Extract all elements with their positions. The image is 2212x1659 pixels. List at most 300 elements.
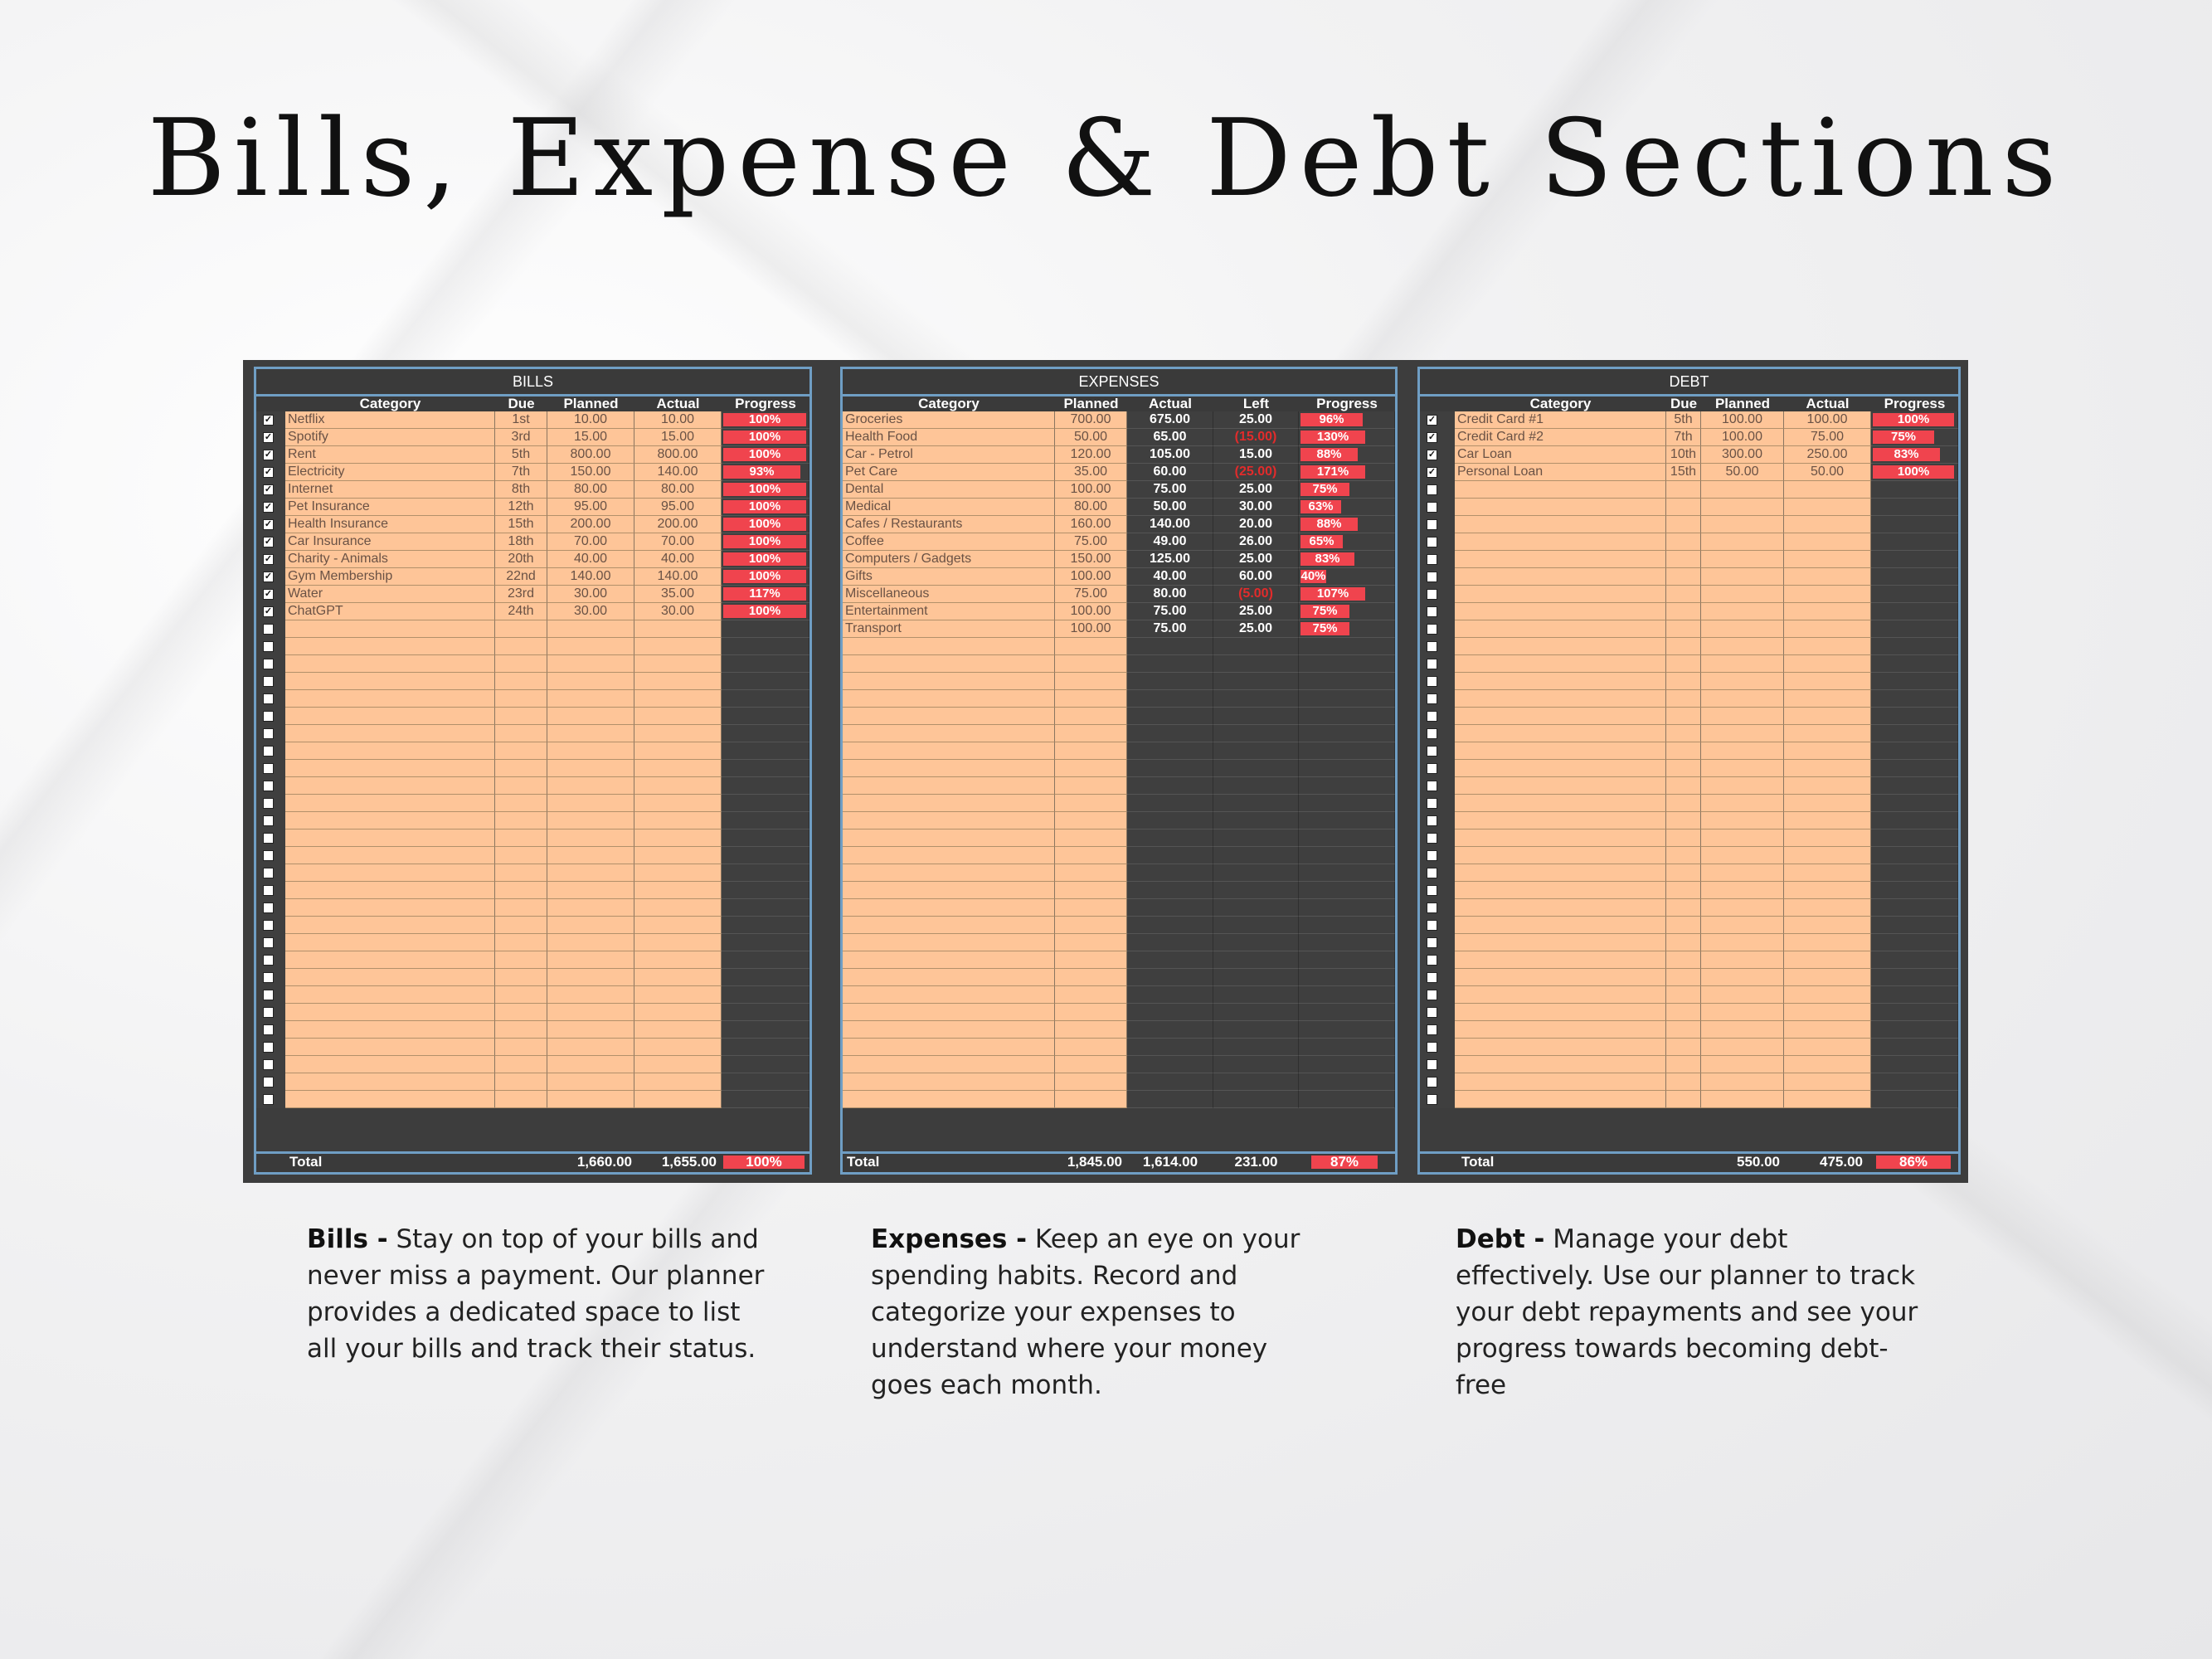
checkbox[interactable] xyxy=(263,1059,274,1070)
checkbox[interactable] xyxy=(1427,537,1437,547)
progress-cell xyxy=(1299,655,1395,673)
progress-bar: 100% xyxy=(1873,465,1954,479)
planned-cell xyxy=(1055,690,1127,708)
checkbox[interactable] xyxy=(263,937,274,948)
actual-cell xyxy=(1784,795,1871,812)
checkbox[interactable] xyxy=(263,955,274,966)
planned-cell xyxy=(1701,1073,1784,1091)
table-row xyxy=(1420,708,1958,725)
due-cell xyxy=(1666,986,1701,1004)
due-cell xyxy=(1666,603,1701,620)
category-cell xyxy=(843,934,1055,951)
category-cell xyxy=(843,1091,1055,1108)
checkbox[interactable] xyxy=(1427,1094,1437,1105)
due-cell xyxy=(1666,847,1701,864)
actual-cell xyxy=(634,708,722,725)
checkbox[interactable]: ✓ xyxy=(264,432,273,442)
planned-cell xyxy=(1701,1021,1784,1039)
checkbox[interactable] xyxy=(263,972,274,983)
progress-cell xyxy=(722,1004,809,1021)
checkbox-cell xyxy=(256,620,285,638)
planned-cell xyxy=(1055,934,1127,951)
category-cell xyxy=(1455,864,1666,882)
checkbox[interactable] xyxy=(1427,1042,1437,1053)
actual-cell xyxy=(1127,795,1213,812)
checkbox-cell xyxy=(1420,429,1455,446)
actual-cell xyxy=(1784,690,1871,708)
planned-cell: 100.00 xyxy=(1055,620,1127,638)
checkbox[interactable] xyxy=(1427,990,1437,1000)
category-cell: Car - Petrol xyxy=(843,446,1055,464)
progress-cell xyxy=(1299,882,1395,899)
planned-cell xyxy=(1701,917,1784,934)
checkbox[interactable]: ✓ xyxy=(264,572,273,581)
checkbox[interactable]: ✓ xyxy=(1427,415,1437,425)
table-row xyxy=(843,917,1395,934)
table-row xyxy=(843,1056,1395,1073)
planned-cell xyxy=(1701,690,1784,708)
checkbox[interactable] xyxy=(1427,693,1437,704)
checkbox[interactable] xyxy=(263,641,274,652)
due-cell: 20th xyxy=(495,551,547,568)
progress-cell xyxy=(722,1073,809,1091)
checkbox[interactable] xyxy=(263,728,274,739)
checkbox-cell xyxy=(1420,464,1455,481)
planned-cell xyxy=(547,951,634,969)
category-cell: Medical xyxy=(843,499,1055,516)
category-cell: Rent xyxy=(285,446,495,464)
checkbox-cell xyxy=(1420,551,1455,568)
checkbox[interactable] xyxy=(1427,484,1437,495)
table-row xyxy=(1420,986,1958,1004)
actual-cell xyxy=(1784,603,1871,620)
planned-cell xyxy=(547,708,634,725)
due-cell: 18th xyxy=(495,533,547,551)
progress-bar-cell xyxy=(1871,446,1958,464)
checkbox[interactable] xyxy=(1427,1059,1437,1070)
progress-cell xyxy=(1299,812,1395,830)
left-cell: 60.00 xyxy=(1213,568,1299,586)
actual-cell xyxy=(1784,1021,1871,1039)
due-cell xyxy=(495,969,547,986)
progress-cell xyxy=(1299,708,1395,725)
caption-bills-text: Stay on top of your bills and never miss a payment. Our planner provides a dedicated space to list all your bills and track their status. xyxy=(307,1224,765,1364)
due-cell xyxy=(1666,481,1701,499)
actual-cell xyxy=(1784,708,1871,725)
planned-cell xyxy=(547,1073,634,1091)
due-cell xyxy=(1666,1073,1701,1091)
checkbox-cell xyxy=(1420,673,1455,690)
checkbox[interactable] xyxy=(1427,868,1437,878)
due-cell xyxy=(495,1021,547,1039)
category-cell xyxy=(843,690,1055,708)
table-row xyxy=(843,586,1395,603)
checkbox[interactable] xyxy=(1427,554,1437,565)
due-cell: 24th xyxy=(495,603,547,620)
table-row xyxy=(1420,533,1958,551)
category-cell xyxy=(285,812,495,830)
category-cell xyxy=(1455,1091,1666,1108)
category-cell xyxy=(1455,603,1666,620)
checkbox[interactable] xyxy=(1427,659,1437,669)
category-cell xyxy=(1455,620,1666,638)
bills-section xyxy=(254,367,812,1175)
actual-cell xyxy=(1127,708,1213,725)
actual-cell xyxy=(1784,882,1871,899)
checkbox-cell xyxy=(1420,1021,1455,1039)
table-row xyxy=(1420,603,1958,620)
checkbox[interactable] xyxy=(1427,746,1437,757)
checkbox[interactable]: ✓ xyxy=(264,450,273,460)
actual-cell xyxy=(1784,847,1871,864)
left-cell xyxy=(1213,1039,1299,1056)
category-cell xyxy=(285,1004,495,1021)
checkbox[interactable] xyxy=(263,781,274,791)
planned-cell xyxy=(1701,899,1784,917)
due-cell xyxy=(495,812,547,830)
checkbox[interactable] xyxy=(1427,972,1437,983)
checkbox[interactable]: ✓ xyxy=(1427,432,1437,442)
checkbox[interactable] xyxy=(1427,676,1437,687)
bills-total-progress: 100% xyxy=(723,1155,805,1169)
checkbox-cell xyxy=(256,1056,285,1073)
category-cell: Pet Care xyxy=(843,464,1055,481)
progress-cell xyxy=(722,899,809,917)
category-cell xyxy=(1455,934,1666,951)
table-row xyxy=(256,638,809,655)
checkbox[interactable]: ✓ xyxy=(264,467,273,477)
debt-header-row xyxy=(1420,397,1958,413)
debt-section xyxy=(1417,367,1961,1175)
expenses-total-row xyxy=(843,1151,1395,1172)
checkbox[interactable] xyxy=(263,868,274,878)
checkbox-cell xyxy=(1420,655,1455,673)
planned-cell xyxy=(547,620,634,638)
left-cell xyxy=(1213,951,1299,969)
table-row xyxy=(256,1091,809,1108)
checkbox[interactable] xyxy=(263,990,274,1000)
checkbox[interactable]: ✓ xyxy=(1427,467,1437,477)
planned-cell xyxy=(547,690,634,708)
planned-cell xyxy=(1055,725,1127,742)
checkbox[interactable] xyxy=(1427,920,1437,931)
category-cell xyxy=(843,830,1055,847)
checkbox[interactable] xyxy=(1427,1007,1437,1018)
checkbox-cell xyxy=(256,830,285,847)
table-row xyxy=(256,1073,809,1091)
checkbox[interactable] xyxy=(263,920,274,931)
category-cell xyxy=(843,986,1055,1004)
progress-cell xyxy=(1871,812,1958,830)
actual-cell xyxy=(1127,1021,1213,1039)
progress-cell xyxy=(722,1056,809,1073)
table-row xyxy=(256,760,809,777)
table-row xyxy=(1420,951,1958,969)
progress-bar: 75% xyxy=(1873,431,1934,444)
left-cell xyxy=(1213,638,1299,655)
checkbox[interactable] xyxy=(263,1042,274,1053)
actual-cell: 75.00 xyxy=(1127,603,1213,620)
actual-cell xyxy=(1127,777,1213,795)
due-cell: 15th xyxy=(495,516,547,533)
checkbox[interactable] xyxy=(1427,1024,1437,1035)
checkbox-cell xyxy=(1420,969,1455,986)
progress-bar: 100% xyxy=(723,500,806,513)
actual-cell xyxy=(1127,847,1213,864)
checkbox[interactable] xyxy=(1427,798,1437,809)
progress-cell xyxy=(1299,899,1395,917)
bills-header-planned: Planned xyxy=(563,396,619,411)
checkbox-cell xyxy=(256,1073,285,1091)
checkbox[interactable] xyxy=(1427,833,1437,844)
actual-cell: 140.00 xyxy=(1127,516,1213,533)
checkbox[interactable] xyxy=(263,833,274,844)
actual-cell xyxy=(1127,812,1213,830)
left-cell: 20.00 xyxy=(1213,516,1299,533)
table-row xyxy=(256,725,809,742)
checkbox[interactable] xyxy=(263,850,274,861)
checkbox[interactable] xyxy=(263,1007,274,1018)
table-row xyxy=(1420,847,1958,864)
checkbox[interactable]: ✓ xyxy=(264,606,273,616)
left-cell xyxy=(1213,655,1299,673)
checkbox-cell xyxy=(256,1039,285,1056)
progress-cell xyxy=(722,1039,809,1056)
checkbox-cell xyxy=(256,951,285,969)
checkbox[interactable] xyxy=(263,1077,274,1087)
table-row xyxy=(1420,568,1958,586)
actual-cell xyxy=(1127,864,1213,882)
checkbox[interactable] xyxy=(1427,1077,1437,1087)
checkbox[interactable] xyxy=(263,659,274,669)
checkbox[interactable] xyxy=(1427,572,1437,582)
planned-cell xyxy=(547,725,634,742)
planned-cell: 100.00 xyxy=(1055,603,1127,620)
progress-bar-cell xyxy=(722,586,809,603)
checkbox[interactable] xyxy=(1427,955,1437,966)
progress-cell xyxy=(722,1021,809,1039)
checkbox-cell xyxy=(1420,917,1455,934)
due-cell: 15th xyxy=(1666,464,1701,481)
checkbox[interactable]: ✓ xyxy=(264,484,273,494)
left-cell: 30.00 xyxy=(1213,499,1299,516)
left-cell xyxy=(1213,708,1299,725)
category-cell: Transport xyxy=(843,620,1055,638)
planned-cell xyxy=(547,1039,634,1056)
checkbox[interactable] xyxy=(1427,763,1437,774)
actual-cell xyxy=(1784,533,1871,551)
checkbox[interactable] xyxy=(1427,641,1437,652)
planned-cell xyxy=(1701,1091,1784,1108)
planned-cell xyxy=(547,673,634,690)
category-cell xyxy=(1455,986,1666,1004)
actual-cell xyxy=(634,795,722,812)
left-cell: 25.00 xyxy=(1213,551,1299,568)
checkbox[interactable] xyxy=(263,676,274,687)
checkbox[interactable] xyxy=(263,693,274,704)
category-cell xyxy=(1455,690,1666,708)
checkbox[interactable]: ✓ xyxy=(264,537,273,547)
table-row xyxy=(1420,429,1958,446)
actual-cell: 800.00 xyxy=(634,446,722,464)
table-row xyxy=(843,673,1395,690)
actual-cell xyxy=(1784,568,1871,586)
category-cell xyxy=(285,725,495,742)
checkbox[interactable] xyxy=(1427,815,1437,826)
progress-cell xyxy=(1299,795,1395,812)
planned-cell xyxy=(547,969,634,986)
category-cell xyxy=(843,847,1055,864)
checkbox[interactable] xyxy=(263,763,274,774)
progress-cell xyxy=(722,917,809,934)
table-row xyxy=(1420,516,1958,533)
checkbox-cell xyxy=(1420,1091,1455,1108)
due-cell xyxy=(495,742,547,760)
progress-bar: 171% xyxy=(1300,465,1365,479)
checkbox[interactable]: ✓ xyxy=(264,502,273,512)
progress-cell xyxy=(1871,899,1958,917)
checkbox[interactable]: ✓ xyxy=(264,554,273,564)
checkbox[interactable] xyxy=(263,902,274,913)
checkbox[interactable] xyxy=(263,815,274,826)
planned-cell xyxy=(1701,586,1784,603)
progress-cell xyxy=(1871,1004,1958,1021)
left-cell xyxy=(1213,847,1299,864)
due-cell xyxy=(495,655,547,673)
expenses-total-progress: 87% xyxy=(1311,1155,1378,1169)
category-cell xyxy=(285,638,495,655)
checkbox[interactable] xyxy=(263,746,274,757)
due-cell xyxy=(1666,499,1701,516)
table-row xyxy=(1420,795,1958,812)
checkbox[interactable] xyxy=(263,885,274,896)
progress-bar-cell xyxy=(722,429,809,446)
category-cell xyxy=(843,899,1055,917)
checkbox[interactable] xyxy=(1427,902,1437,913)
table-row xyxy=(256,533,809,551)
due-cell xyxy=(495,899,547,917)
planned-cell xyxy=(1701,620,1784,638)
progress-cell xyxy=(1299,1039,1395,1056)
actual-cell xyxy=(1784,655,1871,673)
planned-cell xyxy=(1701,603,1784,620)
checkbox[interactable] xyxy=(1427,711,1437,722)
checkbox[interactable] xyxy=(263,1024,274,1035)
checkbox[interactable] xyxy=(263,624,274,635)
actual-cell xyxy=(1784,742,1871,760)
expenses-header-category: Category xyxy=(918,396,980,411)
checkbox[interactable] xyxy=(1427,624,1437,635)
actual-cell xyxy=(1784,1073,1871,1091)
expenses-header-progress: Progress xyxy=(1316,396,1378,411)
bills-header-actual: Actual xyxy=(656,396,700,411)
checkbox-cell xyxy=(1420,499,1455,516)
progress-cell xyxy=(722,655,809,673)
category-cell xyxy=(1455,638,1666,655)
actual-cell xyxy=(1784,969,1871,986)
actual-cell xyxy=(1127,934,1213,951)
left-cell xyxy=(1213,830,1299,847)
checkbox-cell xyxy=(1420,690,1455,708)
checkbox[interactable] xyxy=(263,798,274,809)
planned-cell: 75.00 xyxy=(1055,533,1127,551)
table-row xyxy=(1420,1039,1958,1056)
checkbox-cell xyxy=(1420,899,1455,917)
checkbox[interactable] xyxy=(1427,589,1437,600)
checkbox[interactable] xyxy=(1427,606,1437,617)
planned-cell xyxy=(1055,638,1127,655)
checkbox[interactable] xyxy=(1427,937,1437,948)
due-cell xyxy=(495,690,547,708)
progress-cell xyxy=(722,690,809,708)
planned-cell: 80.00 xyxy=(547,481,634,499)
checkbox[interactable]: ✓ xyxy=(1427,450,1437,460)
checkbox[interactable]: ✓ xyxy=(264,415,273,425)
table-row xyxy=(256,1021,809,1039)
planned-cell xyxy=(1055,777,1127,795)
checkbox[interactable]: ✓ xyxy=(264,519,273,529)
table-row xyxy=(1420,446,1958,464)
checkbox[interactable] xyxy=(263,1094,274,1105)
due-cell xyxy=(1666,864,1701,882)
progress-bar: 88% xyxy=(1300,448,1358,461)
category-cell xyxy=(843,725,1055,742)
actual-cell xyxy=(1784,1039,1871,1056)
progress-bar: 117% xyxy=(723,587,806,601)
checkbox[interactable] xyxy=(1427,885,1437,896)
category-cell xyxy=(843,655,1055,673)
checkbox-cell xyxy=(1420,1073,1455,1091)
due-cell xyxy=(1666,899,1701,917)
checkbox[interactable] xyxy=(1427,728,1437,739)
table-row xyxy=(843,795,1395,812)
category-cell: Health Food xyxy=(843,429,1055,446)
checkbox-cell xyxy=(256,795,285,812)
progress-bar: 100% xyxy=(723,431,806,444)
due-cell xyxy=(1666,516,1701,533)
planned-cell xyxy=(1055,1056,1127,1073)
category-cell: Electricity xyxy=(285,464,495,481)
table-row xyxy=(256,917,809,934)
debt-header-planned: Planned xyxy=(1714,396,1771,411)
actual-cell xyxy=(634,882,722,899)
checkbox[interactable] xyxy=(1427,850,1437,861)
table-row xyxy=(256,568,809,586)
table-row xyxy=(843,429,1395,446)
category-cell xyxy=(1455,882,1666,899)
category-cell xyxy=(843,951,1055,969)
progress-bar: 100% xyxy=(723,483,806,496)
planned-cell xyxy=(547,986,634,1004)
checkbox[interactable] xyxy=(1427,519,1437,530)
actual-cell: 75.00 xyxy=(1127,620,1213,638)
checkbox-cell xyxy=(256,934,285,951)
checkbox[interactable] xyxy=(263,711,274,722)
checkbox[interactable] xyxy=(1427,502,1437,513)
table-row xyxy=(1420,1004,1958,1021)
table-row xyxy=(1420,742,1958,760)
actual-cell xyxy=(1127,969,1213,986)
progress-bar-cell xyxy=(1299,481,1395,499)
table-row xyxy=(256,882,809,899)
category-cell xyxy=(843,1004,1055,1021)
table-row xyxy=(256,481,809,499)
progress-bar: 65% xyxy=(1300,535,1343,548)
category-cell: Water xyxy=(285,586,495,603)
checkbox[interactable] xyxy=(1427,781,1437,791)
category-cell xyxy=(1455,568,1666,586)
checkbox[interactable]: ✓ xyxy=(264,589,273,599)
